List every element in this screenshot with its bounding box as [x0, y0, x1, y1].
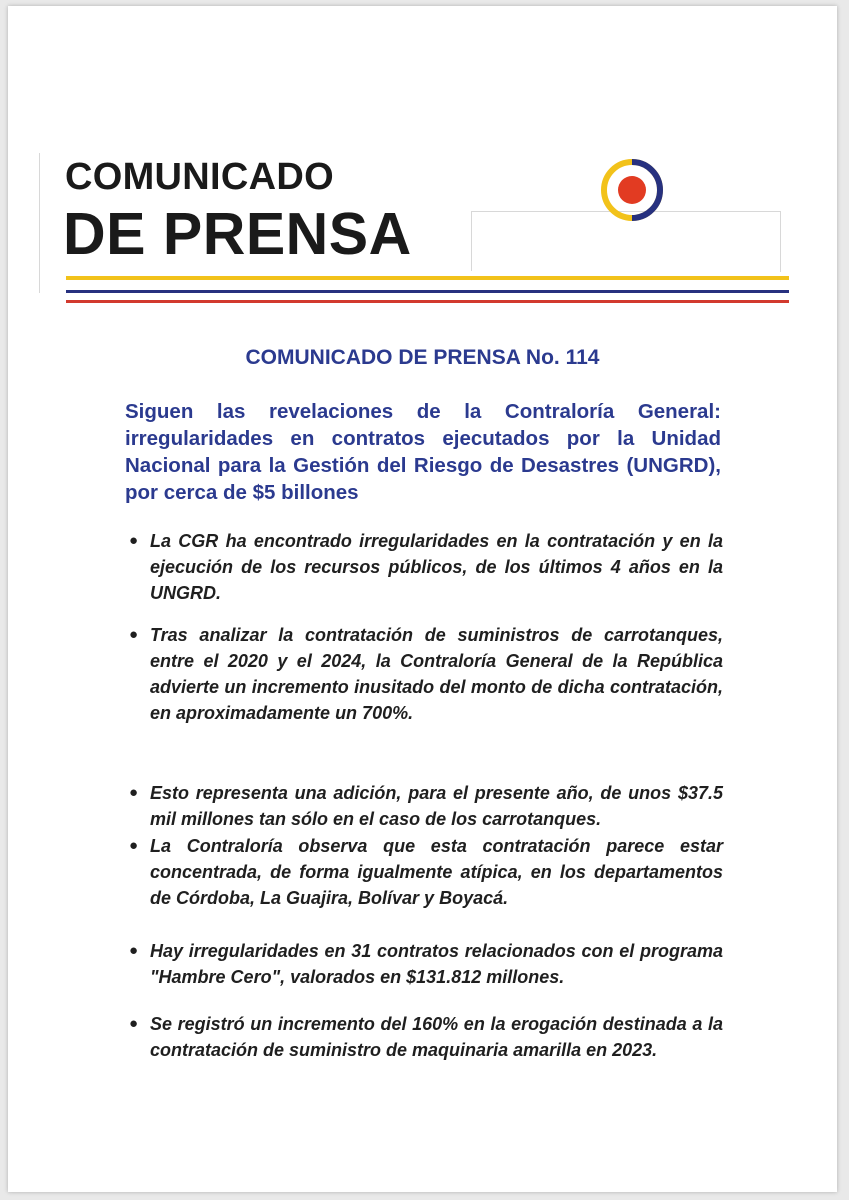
bullet-dot-icon: ● — [129, 626, 139, 643]
list-item-text: La CGR ha encontrado irregularidades en la contratación y en la ejecución de los recursos públicos, de los últimos 4 años en la UNGRD. — [150, 531, 723, 603]
list-item-text: La Contraloría observa que esta contratación parece estar concentrada, de forma igualmente atípica, en los departamentos de Córdoba, La Guajira, Bolívar y Boyacá. — [150, 836, 723, 908]
header-frame-line — [471, 211, 472, 271]
bullet-dot-icon: ● — [129, 784, 139, 801]
list-item — [129, 1011, 723, 1063]
list-item — [129, 833, 723, 911]
list-item-text: Hay irregularidades en 31 contratos relacionados con el programa "Hambre Cero", valorados en $131.812 millones. — [150, 941, 723, 987]
list-item-text: Esto representa una adición, para el presente año, de unos $37.5 mil millones tan sólo en el caso de los carrotanques. — [150, 783, 723, 829]
list-item-text: Se registró un incremento del 160% en la erogación destinada a la contratación de suministro de maquinaria amarilla en 2023. — [150, 1014, 723, 1060]
release-number-title: COMUNICADO DE PRENSA No. 114 — [245, 346, 600, 369]
list-item — [129, 938, 723, 990]
bullet-dot-icon: ● — [129, 532, 139, 549]
bullet-dot-icon: ● — [129, 942, 139, 959]
header-title-line2: DE PRENSA — [63, 201, 412, 267]
tricolor-circle-logo-icon — [600, 158, 664, 222]
header-title-line1: COMUNICADO — [65, 156, 334, 198]
release-headline: Siguen las revelaciones de la Contraloría General: irregularidades en contratos ejecutados por la Unidad Nacional para la Gestión del Riesgo de Desastres (UNGRD), por cerca de $5 billones — [125, 400, 721, 504]
bullet-dot-icon: ● — [129, 1015, 139, 1032]
header-stripe-blue — [66, 290, 789, 293]
header-frame-line — [39, 153, 40, 293]
list-item — [129, 622, 723, 726]
bullet-dot-icon: ● — [129, 837, 139, 854]
header-stripe-red — [66, 300, 789, 303]
list-item — [129, 528, 723, 606]
header-frame-line — [780, 212, 781, 272]
press-release-page — [8, 6, 837, 1192]
list-item-text: Tras analizar la contratación de suministros de carrotanques, entre el 2020 y el 2024, la Contraloría General de la República advierte un incremento inusitado del monto de dicha contratación, en aproximadamente un 700%. — [150, 625, 723, 723]
list-item — [129, 780, 723, 832]
header-stripe-yellow — [66, 276, 789, 280]
